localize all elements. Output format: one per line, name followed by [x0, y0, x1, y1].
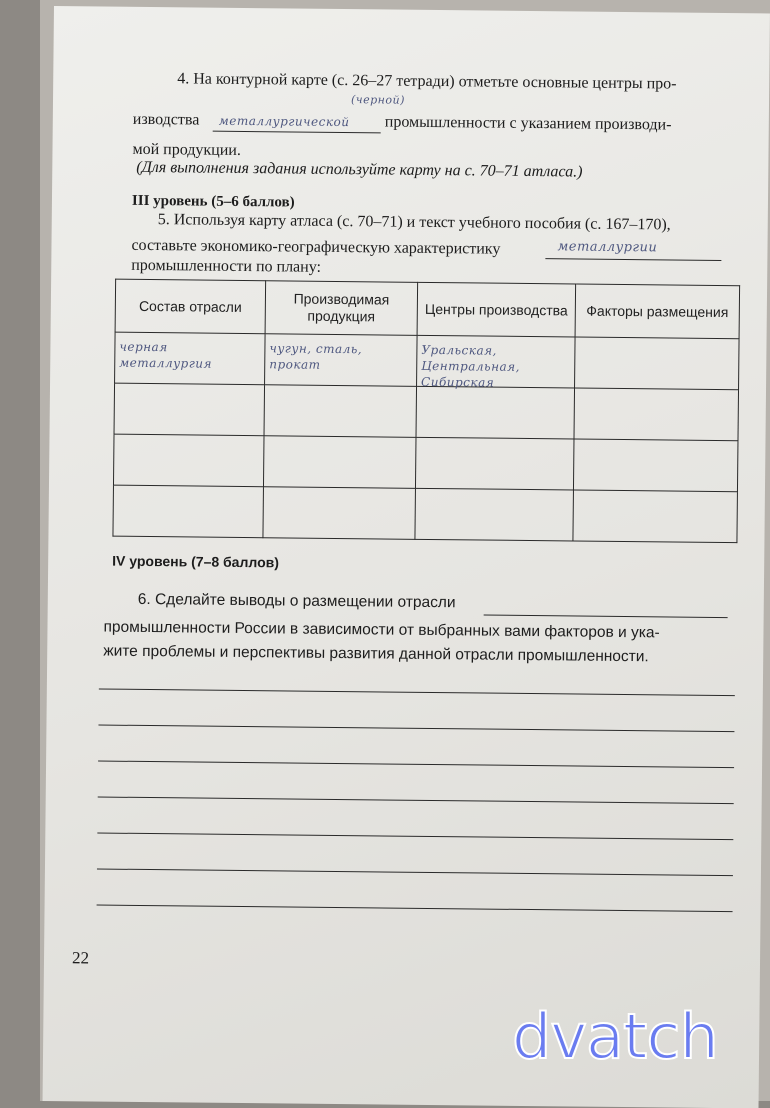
task4-handwritten-note: (черной) [350, 93, 406, 107]
table-cell[interactable] [415, 488, 574, 541]
handwritten-cell-text: чугун, сталь, прокат [269, 341, 363, 372]
task5-line3: промышленности по плану: [131, 256, 322, 276]
watermark-text: dvatch [512, 1000, 718, 1073]
answer-line[interactable] [97, 832, 733, 840]
table-cell[interactable] [113, 434, 264, 487]
handwritten-cell-text: черная металлургия [119, 339, 213, 371]
table-row [114, 383, 738, 441]
table-cell[interactable] [265, 334, 418, 387]
table-cell[interactable] [114, 383, 265, 436]
table-cell[interactable] [113, 485, 264, 538]
answer-line[interactable] [98, 725, 734, 733]
table-header-cell: Центры производства [417, 282, 576, 337]
task4-line2-end: промышленности с указанием производи- [384, 113, 672, 134]
task4-line3: мой продукции. [132, 140, 241, 159]
page-number: 22 [71, 948, 90, 968]
workbook-page [43, 6, 770, 1108]
table-cell[interactable] [573, 490, 738, 543]
table-header-cell: Производимая продукция [265, 281, 418, 336]
table-row [113, 434, 737, 492]
answer-line[interactable] [98, 797, 734, 805]
task6-line3: жите проблемы и перспективы развития данной отрасли промышленности. [103, 642, 649, 666]
level4-heading: IV уровень (7–8 баллов) [112, 552, 280, 571]
characteristics-table [112, 279, 740, 544]
table-cell[interactable] [263, 436, 416, 489]
table-cell[interactable] [417, 335, 576, 388]
table-cell[interactable] [573, 439, 738, 492]
answer-line[interactable] [97, 904, 733, 912]
task4-line1: 4. На контурной карте (с. 26–27 тетради) отметьте основные центры про- [177, 70, 677, 93]
table-row [115, 332, 739, 390]
answer-line[interactable] [99, 689, 735, 697]
task5-handwritten-answer: металлургии [557, 239, 658, 256]
table-cell[interactable] [115, 332, 266, 385]
task6-answer-line [484, 615, 728, 619]
task4-answer-line [213, 131, 381, 134]
handwritten-cell-text: Уральская, Центральная, Сибирская [421, 342, 521, 390]
task5-line1: 5. Используя карту атласа (с. 70–71) и текст учебного пособия (с. 167–170), [157, 211, 671, 234]
task5-answer-line [545, 258, 721, 261]
task4-line2-start: изводства [132, 110, 200, 129]
answer-line[interactable] [98, 761, 734, 769]
table-cell[interactable] [575, 337, 740, 390]
task5-line2: составьте экономико-географическую характеристику [131, 236, 501, 258]
task4-note: (Для выполнения задания используйте карту на с. 70–71 атласа.) [136, 158, 583, 181]
table-cell[interactable] [416, 386, 575, 439]
table-header-cell: Факторы размещения [575, 284, 740, 339]
table-cell[interactable] [263, 487, 416, 540]
task6-line1: 6. Сделайте выводы о размещении отрасли [137, 590, 456, 612]
answer-line[interactable] [97, 868, 733, 876]
table-cell[interactable] [415, 437, 574, 490]
task4-handwritten-answer: металлургической [218, 113, 350, 130]
table-row [113, 485, 737, 543]
table-header-row [115, 279, 740, 339]
table-cell[interactable] [574, 388, 739, 441]
table-cell[interactable] [264, 385, 417, 438]
level3-heading: III уровень (5–6 баллов) [131, 192, 295, 211]
table-header-cell: Состав отрасли [115, 279, 266, 334]
task6-line2: промышленности России в зависимости от выбранных вами факторов и ука- [103, 618, 660, 642]
